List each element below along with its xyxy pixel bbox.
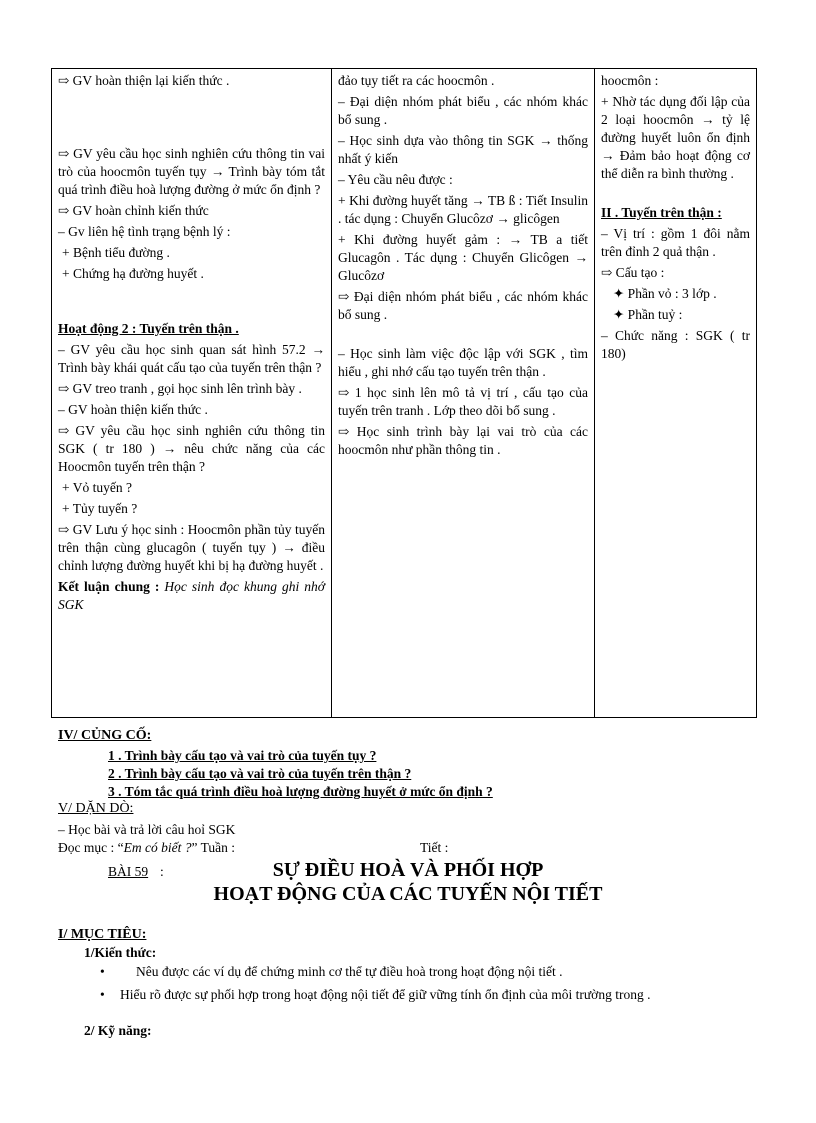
- lesson-number: BÀI 59: [108, 864, 149, 879]
- homework-line: – Học bài và trả lời câu hoỉ SGK: [58, 822, 236, 837]
- table-text: ✦ Phần tuỷ :: [613, 307, 683, 322]
- period-label: Tiết :: [420, 840, 449, 855]
- review-item: 1 . Trình bày cấu tạo và vai trò của tuyến tụy ?: [108, 748, 377, 763]
- table-text: + Tủy tuyến ?: [62, 501, 138, 516]
- table-text: + Chứng hạ đường huyết .: [62, 266, 204, 281]
- table-text: + Khi đường huyết gảm : → TB a tiết Glucagôn . Tác dụng : Chuyển Glicôgen → Glucôzơ: [338, 232, 588, 283]
- lesson-title-line1: SỰ ĐIỀU HOÀ VÀ PHỐI HỢP: [272, 859, 544, 881]
- table-text: hoocmôn :: [601, 73, 659, 88]
- student-activity-column: [332, 69, 595, 717]
- table-text: – Yêu cầu nêu được :: [338, 172, 453, 187]
- table-text: ⇨ GV yêu cầu học sinh nghiên cứu thông tin SGK ( tr 180 ) → nêu chức năng của các Hoocmôn tuyến trên thận ?: [58, 423, 325, 474]
- table-text: ⇨ 1 học sinh lên mô tả vị trí , cấu tạo của tuyến trên tranh . Lớp theo dõi bổ sung .: [338, 385, 588, 418]
- activity-heading: Hoạt động 2 : Tuyến trên thận .: [58, 321, 239, 336]
- table-text: ⇨ GV hoàn thiện lại kiến thức .: [58, 73, 230, 88]
- table-text: – Đại diện nhóm phát biểu , các nhóm khác bổ sung .: [338, 94, 588, 127]
- table-text: + Vỏ tuyến ?: [62, 480, 132, 495]
- week-label: ” Tuần :: [191, 840, 235, 855]
- table-text: ⇨ GV hoàn chỉnh kiến thức: [58, 203, 209, 218]
- table-text: ⇨ GV treo tranh , gọi học sinh lên trình bày .: [58, 381, 302, 396]
- homework-heading: V/ DẶN DÒ:: [58, 801, 134, 816]
- table-text: đảo tụy tiết ra các hoocmôn .: [338, 73, 495, 88]
- reading-title: Em có biết ?: [123, 840, 192, 855]
- table-text: + Khi đường huyết tăng → TB ß : Tiết Insulin . tác dụng : Chuyển Glucôzơ → glicôgen: [338, 193, 588, 226]
- table-text: – Vị trí : gồm 1 đôi nằm trên đỉnh 2 quả thận .: [601, 226, 750, 259]
- objective-text: Nêu được các ví dụ để chứng minh cơ thể tự điều hoà trong hoạt động nội tiết .: [136, 964, 563, 979]
- lesson-table: [51, 68, 757, 718]
- table-text: + Bệnh tiểu đường .: [62, 245, 170, 260]
- conclusion-text: Học sinh đọc khung ghi nhớ SGK: [58, 579, 325, 612]
- section-heading: II . Tuyến trên thận :: [601, 205, 722, 220]
- table-text: – GV hoàn thiện kiến thức .: [58, 402, 208, 417]
- objectives-heading: I/ MỤC TIÊU:: [58, 927, 147, 942]
- review-item: 2 . Trình bày cấu tạo và vai trò của tuyến trên thận ?: [108, 766, 412, 781]
- table-text: – Học sinh làm việc độc lập với SGK , tìm hiểu , ghi nhớ cấu tạo tuyến trên thận .: [338, 346, 588, 379]
- table-text: + Nhờ tác dụng đối lập của 2 loại hoocmôn → tỷ lệ đường huyết luôn ổn định → Đảm bảo hoạt động cơ thể diễn ra bình thường .: [601, 94, 750, 181]
- conclusion: [58, 578, 325, 614]
- reading-line: [58, 840, 235, 856]
- knowledge-heading: 1/Kiến thức:: [84, 945, 157, 960]
- review-item: 3 . Tóm tắc quá trình điều hoà lượng đường huyết ở mức ổn định ?: [108, 784, 493, 799]
- teacher-activity-column: [52, 69, 332, 717]
- reading-prefix: Đọc mục : “: [58, 840, 124, 855]
- table-text: – GV yêu cầu học sinh quan sát hình 57.2 → Trình bày khái quát cấu tạo của tuyến trên thận ?: [58, 342, 325, 375]
- content-column: [595, 69, 756, 717]
- table-text: ⇨ GV Lưu ý học sinh : Hoocmôn phần tủy tuyến trên thận cùng glucagôn ( tuyến tụy ) → điều chỉnh lượng đường huyết khi bị hạ đường huyết .: [58, 522, 325, 573]
- lesson-title-line2: HOẠT ĐỘNG CỦA CÁC TUYẾN NỘI TIẾT: [213, 883, 603, 905]
- table-text: – Gv liên hệ tình trạng bệnh lý :: [58, 224, 231, 239]
- objective-text: Hiểu rõ được sự phối hợp trong hoạt động nội tiết để giữ vững tính ổn định của môi trường trong .: [120, 987, 651, 1002]
- table-text: ⇨ Học sinh trình bày lại vai trò của các hoocmôn như phần thông tin .: [338, 424, 588, 457]
- table-text: – Học sinh dựa vào thông tin SGK → thống nhất ý kiến: [338, 133, 588, 166]
- table-text: ✦ Phần vỏ : 3 lớp .: [613, 286, 717, 301]
- table-text: – Chức năng : SGK ( tr 180): [601, 328, 750, 361]
- objective-bullet: • Nêu được các ví dụ để chứng minh cơ thể tự điều hoà trong hoạt động nội tiết .: [100, 964, 760, 980]
- skills-heading: 2/ Kỹ năng:: [84, 1023, 152, 1038]
- objective-bullet: • Hiểu rõ được sự phối hợp trong hoạt động nội tiết để giữ vững tính ổn định của môi trường trong .: [100, 985, 760, 1004]
- review-heading: IV/ CỦNG CỐ:: [58, 728, 152, 743]
- table-text: ⇨ Đại diện nhóm phát biểu , các nhóm khác bổ sung .: [338, 289, 588, 322]
- lesson-colon: :: [160, 864, 164, 879]
- table-text: ⇨ Cấu tạo :: [601, 265, 665, 280]
- table-text: ⇨ GV yêu cầu học sinh nghiên cứu thông tin vai trò của hoocmôn tuyến tụy → Trình bày tóm tắt quá trình điều hoà lượng đường ở mức ổn định ?: [58, 146, 325, 197]
- conclusion-label: Kết luận chung :: [58, 579, 160, 594]
